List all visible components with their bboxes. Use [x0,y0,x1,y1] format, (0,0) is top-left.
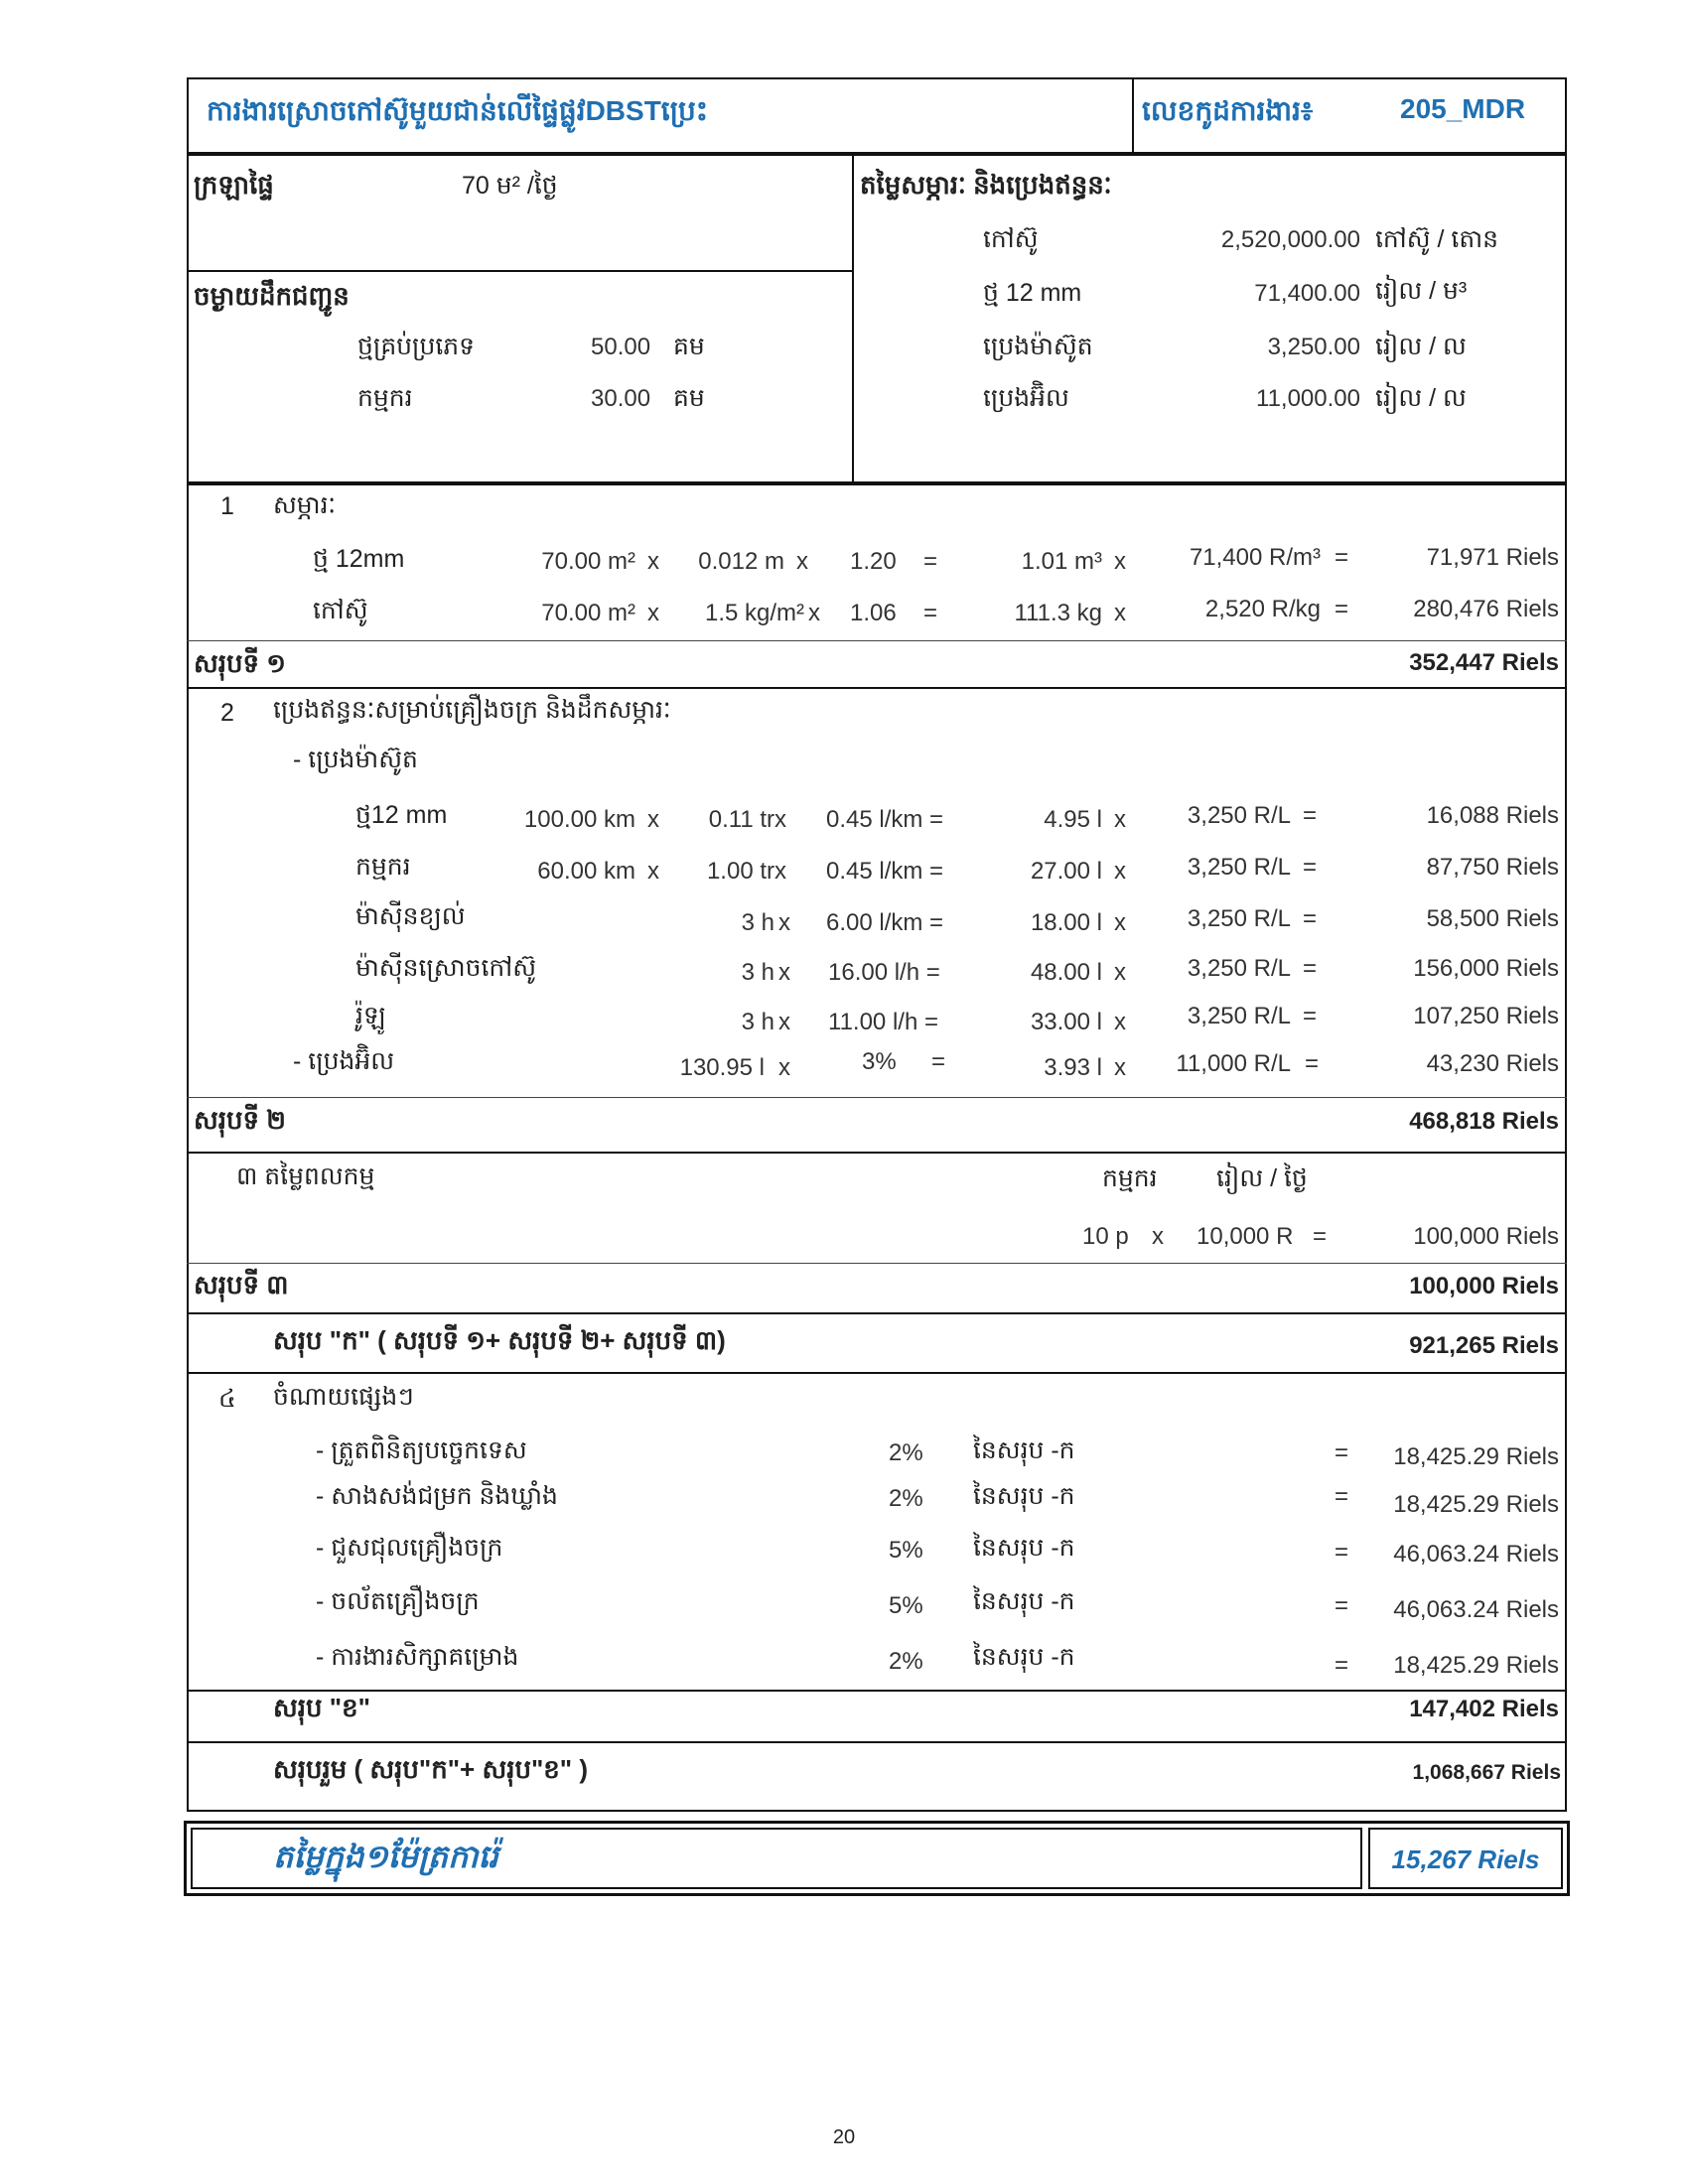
section4-number: ៤ [218,1385,236,1413]
s2-row4-total: 156,000 Riels [1413,955,1559,982]
s2-row2-eq2: = [1303,854,1318,881]
distance-label: ចម្ងាយដឹកជញ្ជូន [194,281,350,311]
s2-row5-hours: 3 h [741,1009,774,1035]
s2-row1-price: 3,250 R/L [1187,802,1291,829]
unit-price-label: តម្លៃក្នុង១ម៉ែត្រការ៉េ [273,1839,498,1874]
s1-row2-rate: 1.5 kg/m² [704,600,804,626]
s4-row3-total: 46,063.24 Riels [1393,1541,1559,1568]
s1-bottom-rule [187,687,1567,689]
section2-number: 2 [220,699,234,727]
oil-x3: x [1114,1054,1126,1081]
header-divider [1132,77,1134,154]
s2-row3-x2: x [778,909,790,936]
total-k-bottom-rule [187,1372,1567,1374]
s4-row5-total: 18,425.29 Riels [1393,1652,1559,1679]
info-divider [852,154,854,483]
s2-row3-liters: 18.00 l [1030,909,1102,936]
s4-row3-label: - ជួសជុលគ្រឿងចក្រ [316,1534,503,1562]
labor-x: x [1152,1223,1164,1250]
s4-row3-percent: 5% [889,1537,923,1564]
s2-row2-label: កម្មករ [355,853,411,881]
price-label-stone: ថ្ម 12 mm [983,279,1082,307]
work-code-value: 205_MDR [1400,93,1526,124]
total-k-label: សរុប "ក" ( សរុបទី ១+ សរុបទី ២+ សរុបទី ៣) [273,1325,726,1355]
s1-subtotal-top-rule [187,640,1567,641]
s1-row1-result: 1.01 m³ [1021,548,1102,575]
s2-row1-trips: 0.11 tr [708,806,774,833]
s2-row1-distance: 100.00 km [523,806,635,833]
s2-row1-x1: x [647,806,659,833]
grand-total-value: 1,068,667 Riels [1412,1761,1561,1784]
s2-row3-hours: 3 h [741,909,774,936]
grand-total-label: សរុបរួម ( សរុប"ក"+ សរុប"ខ" ) [273,1754,589,1784]
labor-total: 100,000 Riels [1413,1223,1559,1250]
oil-liters: 3.93 l [1044,1054,1102,1081]
info-left-separator [187,270,852,272]
s2-row5-label: រ៉ូឡូ [355,1002,386,1029]
s2-row4-x3: x [1114,959,1126,986]
price-unit-stone: រៀល / ម³ [1375,277,1468,305]
s2-row4-rate: 16.00 l/h = [828,959,940,986]
s1-row2-label: កៅស៊ូ [313,597,368,624]
price-value-diesel: 3,250.00 [1267,334,1360,360]
s4-row4-of: នៃសរុប -ក [973,1587,1075,1615]
work-code-label: លេខកូដការងារ៖ [1142,95,1314,126]
s1-row1-factor: 1.20 [850,548,897,575]
s1-row1-thickness: 0.012 m [698,548,784,575]
area-value: 70 ម² /ថ្ងៃ [462,172,558,200]
distance-label-stones: ថ្មគ្រប់ប្រភេទ [357,333,476,360]
s2-row2-liters: 27.00 l [1030,858,1102,885]
s4-subtotal-label: សរុប "ខ" [273,1693,370,1722]
s2-subtotal-value: 468,818 Riels [1409,1108,1559,1135]
s2-row3-total: 58,500 Riels [1426,905,1559,932]
distance-unit-workers: គម [673,384,705,412]
s2-row1-x3: x [1114,806,1126,833]
s4-row3-eq: = [1335,1539,1349,1566]
distance-value-stones: 50.00 [591,334,651,360]
s4-row5-eq: = [1335,1652,1349,1679]
s2-subtotal-label: សរុបទី ២ [194,1105,286,1135]
diesel-label: - ប្រេងម៉ាស៊ូត [293,746,418,773]
section3-title: ៣ តម្លៃពលកម្ម [236,1162,375,1190]
s2-row3-eq2: = [1303,905,1318,932]
s2-row2-x2: x [774,858,786,885]
price-value-oil: 11,000.00 [1256,385,1360,412]
s2-row5-liters: 33.00 l [1030,1009,1102,1035]
s4-row1-eq: = [1335,1439,1349,1466]
section1-number: 1 [220,492,234,520]
s4-row5-of: នៃសរុប -ក [973,1643,1075,1671]
s2-subtotal-top-rule [187,1097,1567,1098]
s4-bottom-rule [187,1741,1567,1743]
s1-row2-price: 2,520 R/kg [1204,596,1321,622]
s1-row1-total: 71,971 Riels [1426,544,1559,571]
s2-row1-total: 16,088 Riels [1426,802,1559,829]
price-value-stone: 71,400.00 [1254,280,1360,307]
s2-row1-eq2: = [1303,802,1318,829]
s2-row3-price: 3,250 R/L [1187,905,1291,932]
unit-price-value: 15,267 Riels [1391,1844,1540,1874]
s2-bottom-rule [187,1152,1567,1154]
s4-row2-label: - សាងសង់ជម្រក និងឃ្លាំង [316,1482,558,1510]
s1-row2-result: 111.3 kg [1014,600,1102,626]
s1-row1-x2: x [796,548,808,575]
s1-row1-eq2: = [1335,544,1349,571]
price-unit-oil: រៀល / ល [1375,384,1467,412]
s1-row2-factor: 1.06 [850,600,897,626]
s2-row4-hours: 3 h [741,959,774,986]
s4-row2-total: 18,425.29 Riels [1393,1491,1559,1518]
s1-row1-x1: x [647,548,659,575]
s1-row1-qty: 70.00 m² [541,548,635,575]
s4-row2-eq: = [1335,1483,1349,1510]
s2-row2-total: 87,750 Riels [1426,854,1559,881]
s2-row4-x2: x [778,959,790,986]
s2-row4-eq2: = [1303,955,1318,982]
s2-row1-rate: 0.45 l/km = [826,806,944,833]
s2-row3-rate: 6.00 l/km = [826,909,944,936]
s1-row2-eq: = [923,600,938,626]
distance-unit-stones: គម [673,333,705,360]
section1-title: សម្ភារៈ [273,491,337,519]
oil-price: 11,000 R/L [1176,1050,1291,1077]
s4-row1-total: 18,425.29 Riels [1393,1443,1559,1470]
s2-row5-x3: x [1114,1009,1126,1035]
s2-row2-x1: x [647,858,659,885]
s1-row1-x3: x [1114,548,1126,575]
page-number: 20 [832,2126,856,2148]
s1-row1-eq: = [923,548,938,575]
s3-bottom-rule [187,1312,1567,1314]
s1-row2-x2: x [808,600,820,626]
price-label-diesel: ប្រេងម៉ាស៊ូត [983,333,1093,360]
s4-subtotal-top-rule [187,1690,1567,1692]
s1-row2-qty: 70.00 m² [541,600,635,626]
s4-row4-total: 46,063.24 Riels [1393,1596,1559,1623]
oil-x1: x [778,1054,790,1081]
s1-row2-total: 280,476 Riels [1413,596,1559,622]
s4-row2-percent: 2% [889,1485,923,1512]
s2-row5-x2: x [778,1009,790,1035]
s2-row3-label: ម៉ាស៊ីនខ្យល់ [355,902,466,930]
price-label-oil: ប្រេងអ៊ិល [983,384,1069,412]
s1-row2-x3: x [1114,600,1126,626]
total-k-value: 921,265 Riels [1409,1332,1559,1359]
price-value-asphalt: 2,520,000.00 [1220,226,1360,253]
price-label-asphalt: កៅស៊ូ [983,225,1039,253]
s1-row2-eq2: = [1335,596,1349,622]
distance-label-workers: កម្មករ [357,384,413,412]
s4-row1-label: - ត្រួតពិនិត្យបច្ចេកទេស [316,1436,527,1464]
s2-row3-x3: x [1114,909,1126,936]
page-title: ការងារស្រោចកៅស៊ូមួយជាន់លើផ្ទៃផ្លូវDBSTប្រេះ [207,95,709,126]
s4-row4-label: - ចល័តគ្រឿងចក្រ [316,1587,480,1615]
area-label: ក្រឡាផ្ទៃ [194,170,274,200]
oil-label: - ប្រេងអ៊ិល [293,1047,395,1075]
s2-row1-label: ថ្ម12 mm [355,801,448,829]
section2-title: ប្រេងឥន្ធនៈសម្រាប់គ្រឿងចក្រ និងដឹកសម្ភារៈ [273,696,671,724]
s1-row2-x1: x [647,600,659,626]
s2-row1-liters: 4.95 l [1044,806,1102,833]
s1-subtotal-label: សរុបទី ១ [194,648,286,678]
s1-row1-price: 71,400 R/m³ [1189,544,1321,571]
s2-row2-rate: 0.45 l/km = [826,858,944,885]
labor-rate: 10,000 R [1196,1223,1294,1250]
s3-subtotal-top-rule [187,1263,1567,1264]
labor-col-workers: កម្មករ [1102,1164,1158,1192]
s2-row4-price: 3,250 R/L [1187,955,1291,982]
s4-row4-percent: 5% [889,1592,923,1619]
s2-row2-distance: 60.00 km [537,858,635,885]
s2-row1-x2: x [774,806,786,833]
s2-row2-x3: x [1114,858,1126,885]
s2-row5-rate: 11.00 l/h = [828,1009,938,1035]
distance-value-workers: 30.00 [591,385,651,412]
s4-row5-label: - ការងារសិក្សាគម្រោង [316,1643,519,1671]
s3-subtotal-label: សរុបទី ៣ [194,1270,289,1299]
prices-label: តម្លៃសម្ភារៈ និងប្រេងឥន្ធនៈ [860,170,1112,200]
s4-subtotal-value: 147,402 Riels [1409,1696,1559,1722]
oil-percent: 3% [862,1048,897,1075]
s2-row5-eq2: = [1303,1003,1318,1029]
s1-row1-label: ថ្ម 12mm [313,545,405,573]
oil-eq: = [931,1048,946,1075]
price-unit-asphalt: កៅស៊ូ / តោន [1375,225,1498,253]
s4-row5-percent: 2% [889,1648,923,1675]
s2-row2-trips: 1.00 tr [706,858,774,885]
s4-row3-of: នៃសរុប -ក [973,1534,1075,1562]
section4-title: ចំណាយផ្សេងៗ [273,1383,414,1411]
oil-base-liters: 130.95 l [679,1054,765,1081]
price-unit-diesel: រៀល / ល [1375,333,1467,360]
s2-row4-label: ម៉ាស៊ីនស្រោចកៅស៊ូ [355,954,537,982]
s2-row4-liters: 48.00 l [1030,959,1102,986]
oil-eq2: = [1305,1050,1320,1077]
s4-row4-eq: = [1335,1592,1349,1619]
s3-subtotal-value: 100,000 Riels [1409,1273,1559,1299]
labor-eq: = [1313,1223,1328,1250]
s4-row1-of: នៃសរុប -ក [973,1436,1075,1464]
s2-row5-price: 3,250 R/L [1187,1003,1291,1029]
s4-row1-percent: 2% [889,1439,923,1466]
oil-total: 43,230 Riels [1426,1050,1559,1077]
s4-row2-of: នៃសរុប -ក [973,1482,1075,1510]
labor-col-rate: រៀល / ថ្ងៃ [1216,1164,1308,1192]
s1-subtotal-value: 352,447 Riels [1409,649,1559,676]
labor-workers: 10 p [1082,1223,1129,1250]
s2-row2-price: 3,250 R/L [1187,854,1291,881]
s2-row5-total: 107,250 Riels [1413,1003,1559,1029]
